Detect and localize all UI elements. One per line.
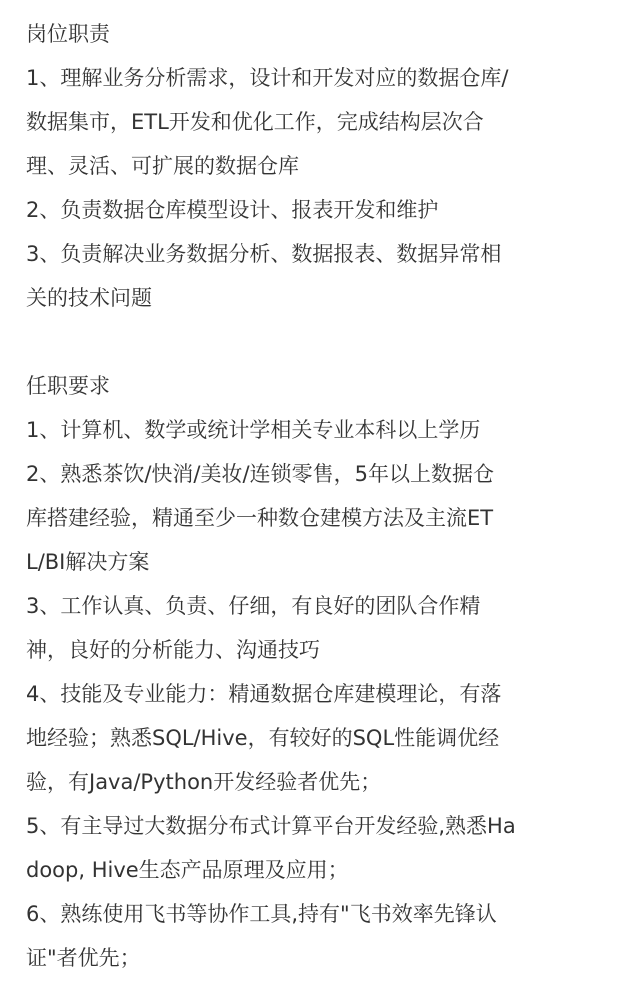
duties-line: 3、负责解决业务数据分析、数据报表、数据异常相 [26, 242, 502, 266]
requirements-line: 5、有主导过大数据分布式计算平台开发经验,熟悉Ha [26, 814, 516, 838]
section-spacer [26, 320, 620, 364]
duties-line: 2、负责数据仓库模型设计、报表开发和维护 [26, 198, 439, 222]
requirements-line: 验，有Java/Python开发经验者优先； [26, 770, 382, 794]
requirements-line: 4、技能及专业能力：精通数据仓库建模理论，有落 [26, 682, 502, 706]
requirements-title: 任职要求 [26, 374, 110, 398]
requirements-line: 证"者优先； [26, 946, 141, 970]
requirements-line: 地经验；熟悉SQL/Hive，有较好的SQL性能调优经 [26, 726, 500, 750]
duties-title: 岗位职责 [26, 22, 110, 46]
requirements-line: 3、工作认真、负责、仔细，有良好的团队合作精 [26, 594, 481, 618]
requirements-line: 库搭建经验，精通至少一种数仓建模方法及主流ET [26, 506, 494, 530]
requirements-line: 神，良好的分析能力、沟通技巧 [26, 638, 320, 662]
duties-line: 关的技术问题 [26, 286, 152, 310]
requirements-line: 2、熟悉茶饮/快消/美妆/连锁零售，5年以上数据仓 [26, 462, 494, 486]
requirements-line: 1、计算机、数学或统计学相关专业本科以上学历 [26, 418, 481, 442]
duties-line: 理、灵活、可扩展的数据仓库 [26, 154, 299, 178]
requirements-line: 6、熟练使用飞书等协作工具,持有"飞书效率先锋认 [26, 902, 497, 926]
duties-section [26, 12, 620, 320]
requirements-line: doop, Hive生态产品原理及应用； [26, 858, 349, 882]
requirements-line: L/BI解决方案 [26, 550, 150, 574]
duties-line: 数据集市，ETL开发和优化工作，完成结构层次合 [26, 110, 484, 134]
duties-line: 1、理解业务分析需求，设计和开发对应的数据仓库/ [26, 66, 509, 90]
requirements-section [26, 364, 620, 980]
